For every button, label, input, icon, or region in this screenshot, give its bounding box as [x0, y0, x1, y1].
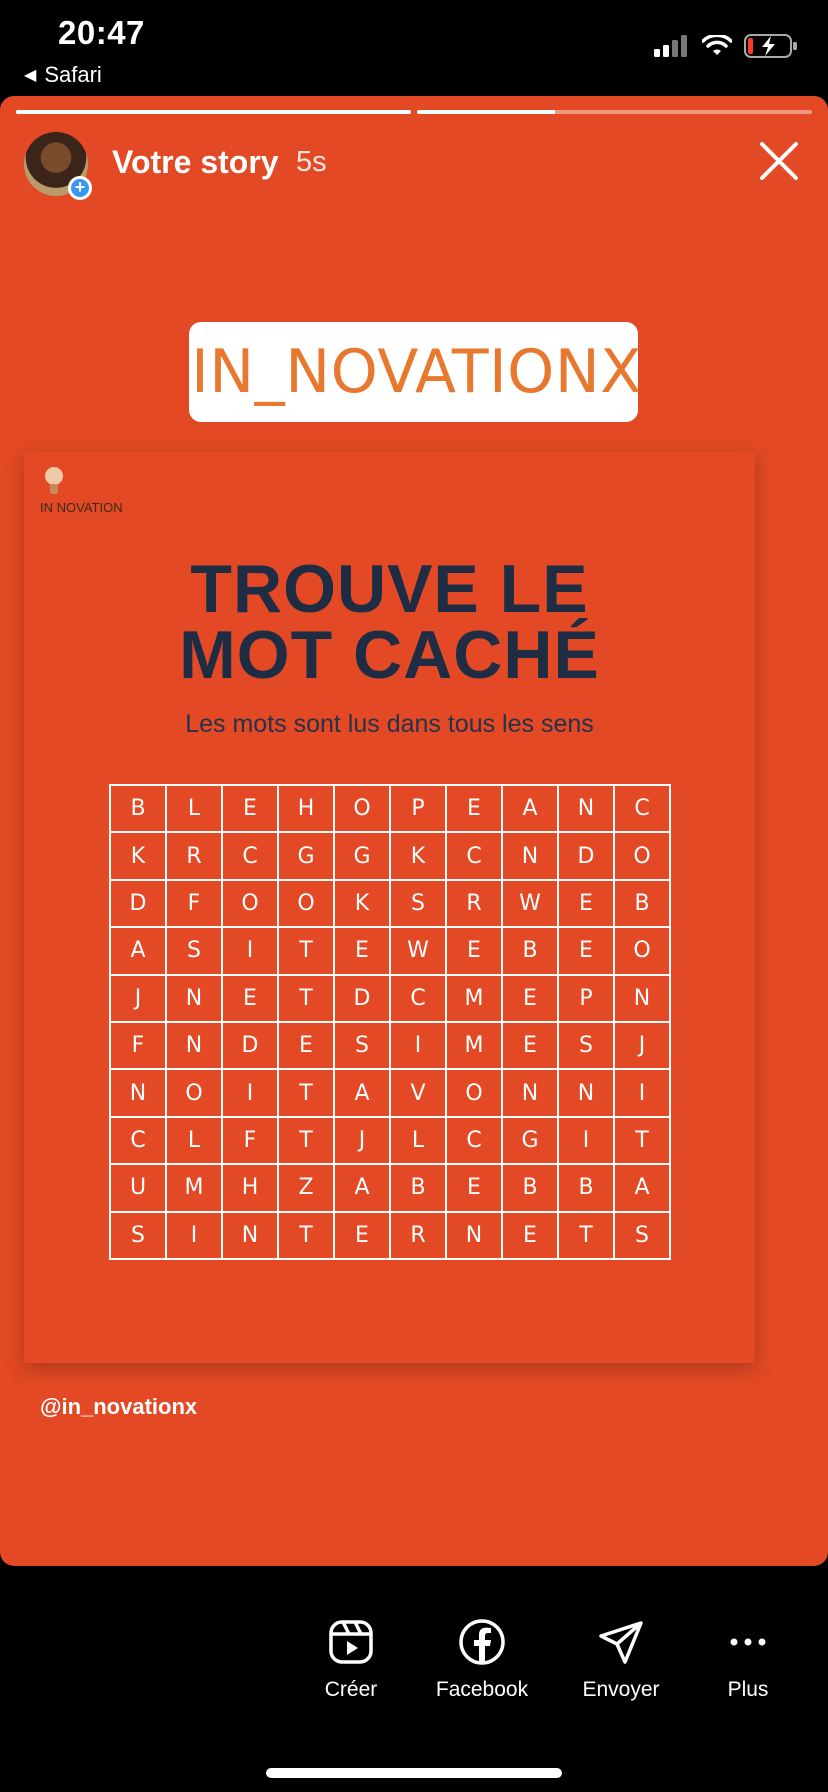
grid-cell: B — [502, 1164, 558, 1211]
post-subtitle: Les mots sont lus dans tous les sens — [185, 710, 594, 738]
signal-icon — [654, 35, 690, 57]
grid-cell: N — [446, 1212, 502, 1259]
grid-cell: U — [110, 1164, 166, 1211]
grid-cell: T — [278, 1212, 334, 1259]
grid-cell: Z — [278, 1164, 334, 1211]
grid-cell: P — [558, 975, 614, 1022]
story-username[interactable]: Votre story — [112, 144, 279, 180]
grid-row — [110, 1022, 670, 1069]
word-search-grid — [109, 784, 671, 1260]
post-caption[interactable]: @in_novationx — [40, 1394, 198, 1419]
grid-cell: O — [334, 785, 390, 832]
grid-cell: O — [614, 832, 670, 879]
grid-cell: F — [166, 880, 222, 927]
grid-cell: N — [614, 975, 670, 1022]
grid-cell: D — [222, 1022, 278, 1069]
grid-cell: T — [278, 975, 334, 1022]
grid-row — [110, 832, 670, 879]
grid-cell: M — [446, 1022, 502, 1069]
grid-cell: B — [110, 785, 166, 832]
grid-cell: T — [558, 1212, 614, 1259]
progress-segment — [16, 110, 411, 114]
grid-cell: E — [222, 785, 278, 832]
grid-cell: J — [334, 1117, 390, 1164]
story-progress — [16, 110, 812, 114]
grid-cell: K — [334, 880, 390, 927]
grid-cell: M — [446, 975, 502, 1022]
story-age: 5s — [296, 146, 327, 178]
grid-cell: I — [390, 1022, 446, 1069]
grid-cell: T — [614, 1117, 670, 1164]
grid-cell: J — [110, 975, 166, 1022]
grid-cell: B — [558, 1164, 614, 1211]
grid-cell: N — [502, 1069, 558, 1116]
grid-cell: N — [558, 1069, 614, 1116]
grid-cell: A — [110, 927, 166, 974]
status-bar — [0, 0, 828, 96]
grid-cell: S — [166, 927, 222, 974]
grid-cell: E — [446, 785, 502, 832]
grid-cell: C — [446, 832, 502, 879]
grid-cell: W — [502, 880, 558, 927]
grid-cell: S — [614, 1212, 670, 1259]
grid-cell: O — [614, 927, 670, 974]
grid-cell: P — [390, 785, 446, 832]
grid-cell: G — [334, 832, 390, 879]
grid-cell: O — [166, 1069, 222, 1116]
send-button[interactable] — [556, 1618, 686, 1702]
threads-handle-sticker[interactable] — [189, 322, 642, 422]
grid-cell: E — [334, 927, 390, 974]
grid-cell: O — [278, 880, 334, 927]
grid-cell: H — [222, 1164, 278, 1211]
grid-row — [110, 1069, 670, 1116]
grid-cell: A — [334, 1164, 390, 1211]
grid-row — [110, 785, 670, 832]
grid-row — [110, 880, 670, 927]
progress-segment — [417, 110, 812, 114]
grid-row — [110, 927, 670, 974]
reels-icon — [327, 1618, 375, 1666]
grid-cell: B — [614, 880, 670, 927]
grid-cell: K — [110, 832, 166, 879]
grid-cell: C — [222, 832, 278, 879]
story-viewer[interactable] — [0, 96, 828, 1566]
grid-cell: G — [502, 1117, 558, 1164]
share-action-bar — [0, 1566, 828, 1792]
grid-cell: D — [558, 832, 614, 879]
create-label: Créer — [324, 1678, 378, 1701]
grid-cell: L — [166, 1117, 222, 1164]
back-triangle-icon: ◀ — [24, 67, 37, 84]
grid-cell: C — [446, 1117, 502, 1164]
grid-cell: T — [278, 927, 334, 974]
grid-cell: F — [222, 1117, 278, 1164]
grid-cell: N — [222, 1212, 278, 1259]
status-icons — [654, 34, 798, 58]
more-icon — [724, 1618, 772, 1666]
grid-cell: R — [166, 832, 222, 879]
grid-cell: E — [502, 975, 558, 1022]
post-title-line: TROUVE LE — [190, 551, 589, 627]
grid-cell: L — [390, 1117, 446, 1164]
grid-cell: I — [614, 1069, 670, 1116]
grid-cell: A — [614, 1164, 670, 1211]
progress-fill — [16, 110, 411, 114]
status-time: 20:47 — [58, 14, 145, 51]
grid-cell: C — [390, 975, 446, 1022]
brand-logo — [40, 464, 123, 515]
grid-cell: F — [110, 1022, 166, 1069]
grid-row — [110, 975, 670, 1022]
back-app-label: Safari — [44, 62, 102, 87]
grid-row — [110, 1212, 670, 1259]
facebook-share-button[interactable] — [417, 1618, 547, 1702]
more-button[interactable] — [683, 1618, 813, 1702]
lightbulb-icon — [40, 464, 68, 500]
grid-cell: C — [110, 1117, 166, 1164]
grid-cell: J — [614, 1022, 670, 1069]
grid-cell: S — [558, 1022, 614, 1069]
grid-cell: T — [278, 1069, 334, 1116]
grid-cell: L — [166, 785, 222, 832]
grid-cell: K — [390, 832, 446, 879]
grid-cell: E — [446, 1164, 502, 1211]
close-icon[interactable] — [744, 126, 814, 196]
grid-cell: D — [334, 975, 390, 1022]
grid-cell: N — [502, 832, 558, 879]
grid-cell: E — [558, 880, 614, 927]
wifi-icon — [702, 35, 732, 57]
grid-cell: G — [278, 832, 334, 879]
grid-cell: I — [222, 927, 278, 974]
sticker-handle-text: IN_NOVATIONX — [191, 337, 642, 407]
create-button[interactable] — [286, 1618, 416, 1702]
grid-cell: E — [502, 1022, 558, 1069]
back-to-safari[interactable] — [24, 62, 102, 88]
grid-row — [110, 1117, 670, 1164]
grid-cell: B — [390, 1164, 446, 1211]
progress-fill — [417, 110, 555, 114]
grid-cell: M — [166, 1164, 222, 1211]
grid-cell: S — [110, 1212, 166, 1259]
grid-cell: E — [446, 927, 502, 974]
grid-cell: R — [390, 1212, 446, 1259]
grid-cell: V — [390, 1069, 446, 1116]
grid-cell: A — [502, 785, 558, 832]
grid-cell: D — [110, 880, 166, 927]
grid-cell: I — [222, 1069, 278, 1116]
grid-cell: N — [166, 975, 222, 1022]
grid-cell: E — [222, 975, 278, 1022]
grid-cell: E — [334, 1212, 390, 1259]
grid-cell: E — [278, 1022, 334, 1069]
send-label: Envoyer — [582, 1678, 660, 1701]
grid-cell: O — [446, 1069, 502, 1116]
battery-charging-icon — [744, 34, 798, 58]
grid-cell: S — [390, 880, 446, 927]
brand-logo-text: IN NOVATION — [40, 500, 123, 515]
grid-cell: N — [110, 1069, 166, 1116]
grid-cell: A — [334, 1069, 390, 1116]
facebook-icon — [458, 1618, 506, 1666]
grid-cell: T — [278, 1117, 334, 1164]
grid-cell: C — [614, 785, 670, 832]
grid-cell: W — [390, 927, 446, 974]
grid-cell: N — [558, 785, 614, 832]
grid-cell: I — [558, 1117, 614, 1164]
post-title-line: MOT CACHÉ — [179, 617, 600, 693]
send-icon — [597, 1618, 645, 1666]
grid-cell: I — [166, 1212, 222, 1259]
post-title — [24, 551, 755, 693]
grid-row — [110, 1164, 670, 1211]
shared-post[interactable] — [24, 452, 755, 1363]
grid-cell: B — [502, 927, 558, 974]
grid-cell: E — [558, 927, 614, 974]
grid-cell: H — [278, 785, 334, 832]
grid-cell: E — [502, 1212, 558, 1259]
facebook-label: Facebook — [435, 1678, 529, 1701]
grid-cell: R — [446, 880, 502, 927]
add-story-icon[interactable]: + — [68, 176, 92, 200]
grid-cell: S — [334, 1022, 390, 1069]
more-label: Plus — [727, 1678, 769, 1701]
grid-cell: N — [166, 1022, 222, 1069]
grid-cell: O — [222, 880, 278, 927]
home-indicator[interactable] — [266, 1768, 562, 1778]
